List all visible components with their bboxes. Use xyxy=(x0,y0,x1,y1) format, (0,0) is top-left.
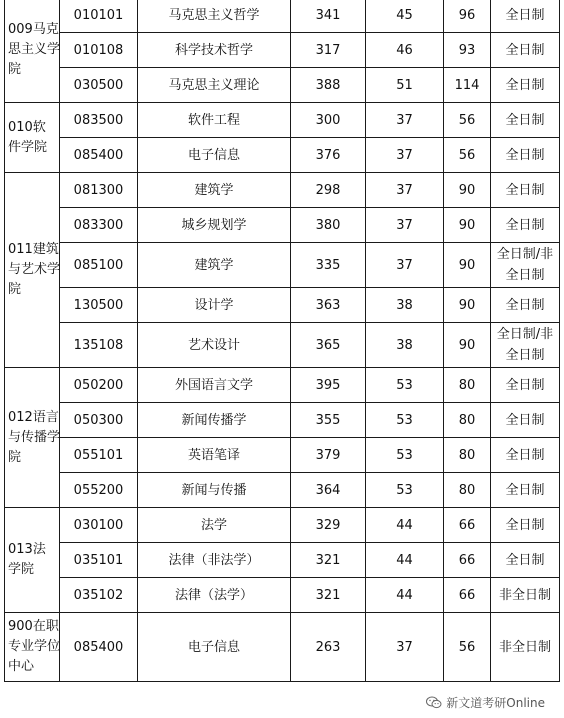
single-subject-100-cell: 37 xyxy=(366,613,444,682)
department-name: 010软件学院 xyxy=(8,119,48,155)
study-mode-cell: 全日制/非全日制 xyxy=(491,323,560,368)
major-name-cell: 马克思主义哲学 xyxy=(138,0,291,33)
total-score-cell: 300 xyxy=(291,103,366,138)
single-subject-100-cell: 38 xyxy=(366,288,444,323)
single-subject-100-cell: 37 xyxy=(366,103,444,138)
major-name-cell: 新闻与传播 xyxy=(138,473,291,508)
total-score-cell: 380 xyxy=(291,208,366,243)
major-code-cell: 135108 xyxy=(60,323,138,368)
single-subject-150-cell: 90 xyxy=(444,323,491,368)
table-row xyxy=(5,613,560,682)
total-score-cell: 388 xyxy=(291,68,366,103)
department-name: 011建筑与艺术学院 xyxy=(8,242,61,297)
study-mode-cell: 全日制 xyxy=(491,473,560,508)
department-name: 009马克思主义学院 xyxy=(8,22,61,77)
department-name: 900在职专业学位中心 xyxy=(8,619,61,674)
single-subject-150-cell: 80 xyxy=(444,368,491,403)
table-row xyxy=(5,288,560,323)
study-mode-cell: 全日制 xyxy=(491,508,560,543)
major-code-cell: 050300 xyxy=(60,403,138,438)
single-subject-150-cell: 90 xyxy=(444,288,491,323)
study-mode-cell: 非全日制 xyxy=(491,613,560,682)
total-score-cell: 298 xyxy=(291,173,366,208)
study-mode-cell: 全日制 xyxy=(491,368,560,403)
study-mode-cell: 全日制 xyxy=(491,543,560,578)
single-subject-100-cell: 37 xyxy=(366,243,444,288)
total-score-cell: 376 xyxy=(291,138,366,173)
total-score-cell: 364 xyxy=(291,473,366,508)
study-mode-cell: 全日制 xyxy=(491,403,560,438)
study-mode-cell: 非全日制 xyxy=(491,578,560,613)
major-code-cell: 055200 xyxy=(60,473,138,508)
major-code-cell: 130500 xyxy=(60,288,138,323)
major-code-cell: 055101 xyxy=(60,438,138,473)
single-subject-150-cell: 90 xyxy=(444,243,491,288)
table-row xyxy=(5,508,560,543)
table-row xyxy=(5,403,560,438)
single-subject-150-cell: 56 xyxy=(444,138,491,173)
department-cell xyxy=(5,613,60,682)
major-code-cell: 083500 xyxy=(60,103,138,138)
table-row xyxy=(5,438,560,473)
total-score-cell: 365 xyxy=(291,323,366,368)
single-subject-100-cell: 37 xyxy=(366,138,444,173)
major-name-cell: 法律（非法学） xyxy=(138,543,291,578)
study-mode-cell: 全日制/非全日制 xyxy=(491,243,560,288)
major-code-cell: 050200 xyxy=(60,368,138,403)
single-subject-150-cell: 66 xyxy=(444,578,491,613)
major-name-cell: 软件工程 xyxy=(138,103,291,138)
study-mode-cell: 全日制 xyxy=(491,68,560,103)
major-name-cell: 城乡规划学 xyxy=(138,208,291,243)
total-score-cell: 321 xyxy=(291,578,366,613)
total-score-cell: 379 xyxy=(291,438,366,473)
department-cell xyxy=(5,508,60,613)
wechat-icon xyxy=(426,696,442,709)
watermark-text: 新文道考研Online xyxy=(446,696,545,710)
table-row xyxy=(5,138,560,173)
major-name-cell: 艺术设计 xyxy=(138,323,291,368)
single-subject-100-cell: 44 xyxy=(366,543,444,578)
department-name: 012语言与传播学院 xyxy=(8,409,61,465)
total-score-cell: 263 xyxy=(291,613,366,682)
major-code-cell: 030100 xyxy=(60,508,138,543)
major-code-cell: 010101 xyxy=(60,0,138,33)
total-score-cell: 341 xyxy=(291,0,366,33)
single-subject-100-cell: 53 xyxy=(366,438,444,473)
major-name-cell: 建筑学 xyxy=(138,243,291,288)
table-row xyxy=(5,543,560,578)
single-subject-150-cell: 114 xyxy=(444,68,491,103)
single-subject-150-cell: 93 xyxy=(444,33,491,68)
single-subject-100-cell: 37 xyxy=(366,208,444,243)
single-subject-150-cell: 80 xyxy=(444,438,491,473)
total-score-cell: 395 xyxy=(291,368,366,403)
major-code-cell: 085400 xyxy=(60,138,138,173)
table-row xyxy=(5,103,560,138)
single-subject-100-cell: 46 xyxy=(366,33,444,68)
table-row xyxy=(5,323,560,368)
single-subject-100-cell: 53 xyxy=(366,403,444,438)
major-name-cell: 法学 xyxy=(138,508,291,543)
major-code-cell: 035101 xyxy=(60,543,138,578)
total-score-cell: 355 xyxy=(291,403,366,438)
study-mode-cell: 全日制 xyxy=(491,138,560,173)
table-row xyxy=(5,68,560,103)
single-subject-100-cell: 45 xyxy=(366,0,444,33)
major-name-cell: 新闻传播学 xyxy=(138,403,291,438)
major-code-cell: 035102 xyxy=(60,578,138,613)
single-subject-150-cell: 80 xyxy=(444,403,491,438)
study-mode-cell: 全日制 xyxy=(491,173,560,208)
major-code-cell: 085400 xyxy=(60,613,138,682)
single-subject-100-cell: 37 xyxy=(366,173,444,208)
table-row xyxy=(5,578,560,613)
major-name-cell: 建筑学 xyxy=(138,173,291,208)
study-mode-cell: 全日制 xyxy=(491,103,560,138)
table-row xyxy=(5,243,560,288)
total-score-cell: 329 xyxy=(291,508,366,543)
single-subject-150-cell: 56 xyxy=(444,613,491,682)
score-table-body xyxy=(5,0,560,682)
single-subject-100-cell: 51 xyxy=(366,68,444,103)
major-name-cell: 英语笔译 xyxy=(138,438,291,473)
single-subject-150-cell: 90 xyxy=(444,173,491,208)
single-subject-100-cell: 38 xyxy=(366,323,444,368)
department-cell xyxy=(5,368,60,508)
major-code-cell: 081300 xyxy=(60,173,138,208)
major-name-cell: 电子信息 xyxy=(138,613,291,682)
table-row xyxy=(5,368,560,403)
watermark xyxy=(423,693,548,712)
score-table xyxy=(4,0,560,682)
table-row xyxy=(5,173,560,208)
single-subject-150-cell: 56 xyxy=(444,103,491,138)
major-code-cell: 085100 xyxy=(60,243,138,288)
table-row xyxy=(5,0,560,33)
single-subject-100-cell: 53 xyxy=(366,473,444,508)
major-code-cell: 030500 xyxy=(60,68,138,103)
department-cell xyxy=(5,173,60,368)
single-subject-100-cell: 44 xyxy=(366,508,444,543)
table-row xyxy=(5,208,560,243)
study-mode-cell: 全日制 xyxy=(491,0,560,33)
table-row xyxy=(5,473,560,508)
major-code-cell: 010108 xyxy=(60,33,138,68)
major-name-cell: 设计学 xyxy=(138,288,291,323)
table-row xyxy=(5,33,560,68)
total-score-cell: 321 xyxy=(291,543,366,578)
study-mode-cell: 全日制 xyxy=(491,438,560,473)
major-name-cell: 电子信息 xyxy=(138,138,291,173)
total-score-cell: 335 xyxy=(291,243,366,288)
total-score-cell: 363 xyxy=(291,288,366,323)
study-mode-cell: 全日制 xyxy=(491,288,560,323)
department-cell xyxy=(5,0,60,103)
major-name-cell: 马克思主义理论 xyxy=(138,68,291,103)
single-subject-150-cell: 66 xyxy=(444,508,491,543)
study-mode-cell: 全日制 xyxy=(491,33,560,68)
single-subject-100-cell: 44 xyxy=(366,578,444,613)
major-code-cell: 083300 xyxy=(60,208,138,243)
study-mode-cell: 全日制 xyxy=(491,208,560,243)
department-cell xyxy=(5,103,60,173)
single-subject-150-cell: 96 xyxy=(444,0,491,33)
single-subject-100-cell: 53 xyxy=(366,368,444,403)
department-name: 013法学院 xyxy=(8,542,46,577)
major-name-cell: 科学技术哲学 xyxy=(138,33,291,68)
single-subject-150-cell: 90 xyxy=(444,208,491,243)
major-name-cell: 法律（法学） xyxy=(138,578,291,613)
major-name-cell: 外国语言文学 xyxy=(138,368,291,403)
single-subject-150-cell: 66 xyxy=(444,543,491,578)
single-subject-150-cell: 80 xyxy=(444,473,491,508)
total-score-cell: 317 xyxy=(291,33,366,68)
